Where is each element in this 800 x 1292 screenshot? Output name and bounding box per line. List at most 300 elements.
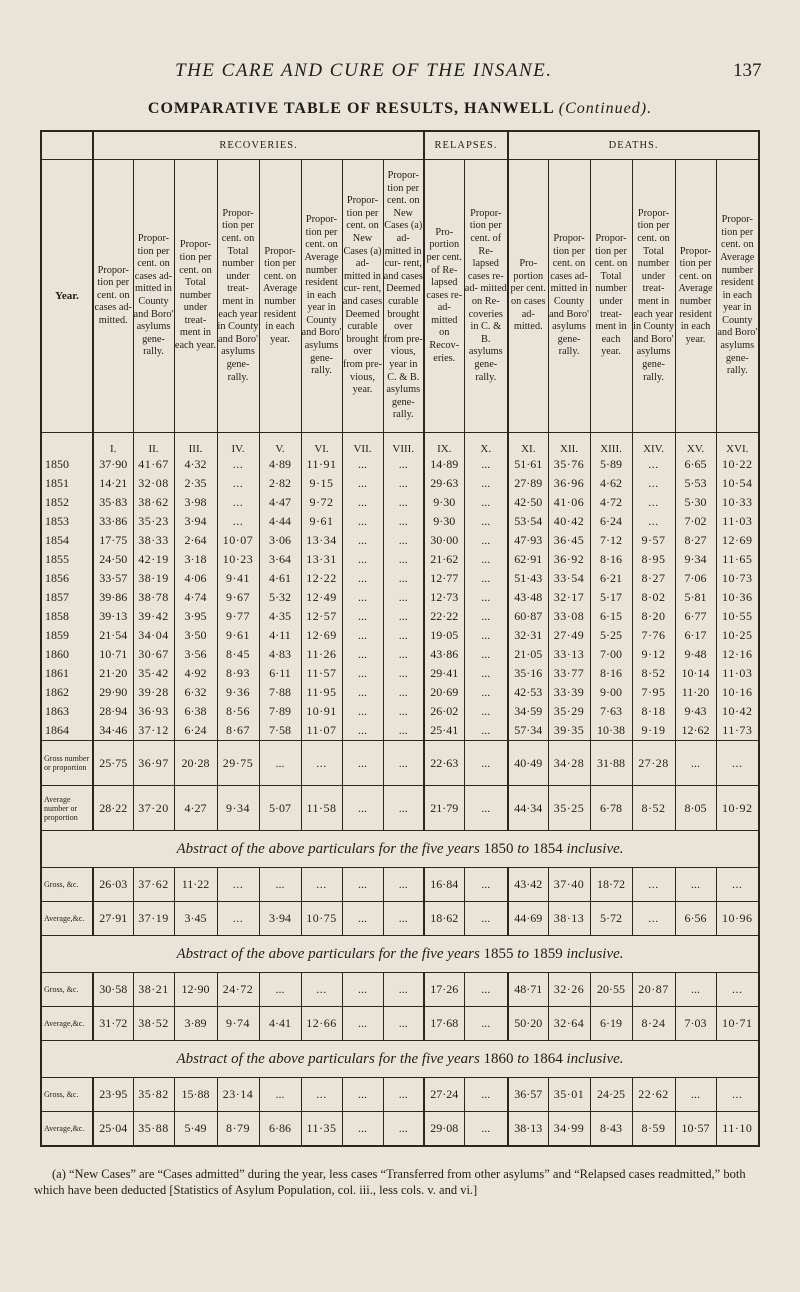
- value-cell: 9·30: [424, 512, 464, 531]
- value-cell: 4·72: [590, 493, 632, 512]
- value-cell: 6·65: [675, 455, 716, 474]
- value-cell: 4·92: [174, 664, 217, 683]
- value-cell: ...: [383, 512, 424, 531]
- column-head-12: Propor- tion per cent. on cases ad- mitted in County and Boro' asylums gene- rally.: [548, 160, 590, 433]
- group-deaths: DEATHS.: [508, 131, 759, 160]
- abstract-heading-row: [41, 936, 759, 973]
- value-cell: ...: [342, 1007, 383, 1041]
- value-cell: ...: [342, 1112, 383, 1147]
- column-number: VII.: [342, 433, 383, 456]
- value-cell: ...: [217, 474, 259, 493]
- value-cell: 11·57: [301, 664, 342, 683]
- value-cell: 34·46: [93, 721, 133, 741]
- value-cell: ...: [217, 493, 259, 512]
- column-head-10: Propor- tion per cent. of Re- lapsed cases re-ad- mitted on Re- coveries in C. & B. asylums gene- rally.: [464, 160, 508, 433]
- abstract-heading-y1: 1855: [483, 945, 514, 962]
- year-cell: 1859: [41, 626, 93, 645]
- column-head-3: Propor- tion per cent. on Total number under treat- ment in each year.: [174, 160, 217, 433]
- value-cell: ...: [383, 683, 424, 702]
- value-cell: 43·42: [508, 868, 548, 902]
- value-cell: ...: [301, 973, 342, 1007]
- abstract-heading-y2: 1864: [532, 1050, 563, 1067]
- value-cell: ...: [342, 741, 383, 786]
- value-cell: 43·86: [424, 645, 464, 664]
- value-cell: 19·05: [424, 626, 464, 645]
- value-cell: 26·03: [93, 868, 133, 902]
- value-cell: ...: [383, 588, 424, 607]
- table-title-suffix: (Continued).: [558, 100, 653, 117]
- value-cell: 31·88: [590, 741, 632, 786]
- value-cell: ...: [464, 902, 508, 936]
- value-cell: 32·17: [548, 588, 590, 607]
- value-cell: 3·94: [174, 512, 217, 531]
- value-cell: 43·48: [508, 588, 548, 607]
- value-cell: ...: [675, 1078, 716, 1112]
- value-cell: ...: [259, 973, 301, 1007]
- value-cell: 12·73: [424, 588, 464, 607]
- value-cell: ...: [383, 702, 424, 721]
- table-title: [0, 100, 800, 118]
- value-cell: 4·06: [174, 569, 217, 588]
- group-recoveries: RECOVERIES.: [93, 131, 424, 160]
- value-cell: 5·81: [675, 588, 716, 607]
- value-cell: 2·64: [174, 531, 217, 550]
- value-cell: 35·76: [548, 455, 590, 474]
- value-cell: 10·33: [716, 493, 759, 512]
- value-cell: 18·62: [424, 902, 464, 936]
- column-head-5: Propor- tion per cent. on Average number resident in each year.: [259, 160, 301, 433]
- abstract-heading-pre: Abstract of the above particulars for the five years: [176, 945, 484, 962]
- value-cell: ...: [632, 512, 675, 531]
- value-cell: 20·55: [590, 973, 632, 1007]
- value-cell: 9·00: [590, 683, 632, 702]
- column-head-1: Propor- tion per cent. on cases ad- mitted.: [93, 160, 133, 433]
- value-cell: ...: [675, 973, 716, 1007]
- value-cell: 37·19: [133, 902, 174, 936]
- value-cell: ...: [464, 607, 508, 626]
- value-cell: ...: [342, 721, 383, 741]
- value-cell: 38·78: [133, 588, 174, 607]
- column-number: VI.: [301, 433, 342, 456]
- value-cell: 9·12: [632, 645, 675, 664]
- value-cell: 8·16: [590, 550, 632, 569]
- value-cell: 39·13: [93, 607, 133, 626]
- value-cell: 12·77: [424, 569, 464, 588]
- value-cell: 35·25: [548, 786, 590, 831]
- value-cell: 6·78: [590, 786, 632, 831]
- value-cell: ...: [464, 741, 508, 786]
- value-cell: ...: [464, 455, 508, 474]
- value-cell: 35·23: [133, 512, 174, 531]
- value-cell: ...: [217, 868, 259, 902]
- value-cell: 12·69: [301, 626, 342, 645]
- value-cell: 8·24: [632, 1007, 675, 1041]
- value-cell: 2·35: [174, 474, 217, 493]
- column-number: I.: [93, 433, 133, 456]
- value-cell: ...: [464, 512, 508, 531]
- value-cell: 4·61: [259, 569, 301, 588]
- value-cell: ...: [342, 902, 383, 936]
- value-cell: 10·96: [716, 902, 759, 936]
- abstract-gross-row: [41, 973, 759, 1007]
- value-cell: 6·19: [590, 1007, 632, 1041]
- value-cell: 4·32: [174, 455, 217, 474]
- column-number: XVI.: [716, 433, 759, 456]
- value-cell: 33·54: [548, 569, 590, 588]
- column-number: V.: [259, 433, 301, 456]
- value-cell: 12·69: [716, 531, 759, 550]
- value-cell: ...: [383, 1007, 424, 1041]
- column-head-13: Propor- tion per cent. on Total number under treat- ment in each year.: [590, 160, 632, 433]
- table-row: [41, 512, 759, 531]
- value-cell: 14·89: [424, 455, 464, 474]
- abstract-average-row: [41, 1007, 759, 1041]
- value-cell: ...: [342, 786, 383, 831]
- value-cell: 29·90: [93, 683, 133, 702]
- value-cell: 3·06: [259, 531, 301, 550]
- value-cell: ...: [342, 512, 383, 531]
- running-title: THE CARE AND CURE OF THE INSANE.: [175, 60, 553, 81]
- table-title-text: COMPARATIVE TABLE OF RESULTS, HANWELL: [147, 100, 554, 117]
- value-cell: 33·57: [93, 569, 133, 588]
- value-cell: ...: [259, 868, 301, 902]
- value-cell: ...: [464, 550, 508, 569]
- value-cell: ...: [464, 645, 508, 664]
- value-cell: 4·83: [259, 645, 301, 664]
- year-cell: 1861: [41, 664, 93, 683]
- value-cell: 20·87: [632, 973, 675, 1007]
- value-cell: 35·16: [508, 664, 548, 683]
- value-cell: 26·02: [424, 702, 464, 721]
- column-number: II.: [133, 433, 174, 456]
- value-cell: 17·75: [93, 531, 133, 550]
- value-cell: 22·62: [632, 1078, 675, 1112]
- value-cell: 37·12: [133, 721, 174, 741]
- value-cell: ...: [217, 512, 259, 531]
- value-cell: 10·14: [675, 664, 716, 683]
- table-row: [41, 455, 759, 474]
- value-cell: 31·72: [93, 1007, 133, 1041]
- running-head: [0, 60, 800, 84]
- value-cell: ...: [383, 741, 424, 786]
- value-cell: 3·18: [174, 550, 217, 569]
- year-cell: 1852: [41, 493, 93, 512]
- average-row-label: Average number or proportion: [41, 786, 93, 831]
- value-cell: 28·22: [93, 786, 133, 831]
- value-cell: 7·03: [675, 1007, 716, 1041]
- value-cell: 8·45: [217, 645, 259, 664]
- value-cell: 6·77: [675, 607, 716, 626]
- value-cell: ...: [716, 1078, 759, 1112]
- table-row: [41, 626, 759, 645]
- value-cell: 4·44: [259, 512, 301, 531]
- value-cell: ...: [259, 741, 301, 786]
- value-cell: ...: [675, 868, 716, 902]
- value-cell: ...: [383, 569, 424, 588]
- value-cell: 24·72: [217, 973, 259, 1007]
- year-cell: 1860: [41, 645, 93, 664]
- value-cell: 39·28: [133, 683, 174, 702]
- value-cell: 17·68: [424, 1007, 464, 1041]
- value-cell: 9·36: [217, 683, 259, 702]
- value-cell: 12·62: [675, 721, 716, 741]
- value-cell: 11·91: [301, 455, 342, 474]
- value-cell: 6·24: [590, 512, 632, 531]
- value-cell: 10·54: [716, 474, 759, 493]
- value-cell: 44·34: [508, 786, 548, 831]
- value-cell: ...: [383, 531, 424, 550]
- value-cell: 7·02: [675, 512, 716, 531]
- value-cell: 36·92: [548, 550, 590, 569]
- value-cell: 15·88: [174, 1078, 217, 1112]
- value-cell: ...: [464, 1112, 508, 1147]
- value-cell: 48·71: [508, 973, 548, 1007]
- footnote: (a) “New Cases” are “Cases admitted” during the year, less cases “Transferred from other asylums” and “Relapsed cases readmitted,” both which have been deducted [Statistics of Asylum Population, col. iii., less cols. v. and vi.]: [34, 1167, 746, 1197]
- column-number: XIII.: [590, 433, 632, 456]
- table-row: [41, 645, 759, 664]
- value-cell: 11·65: [716, 550, 759, 569]
- table-row: [41, 721, 759, 741]
- value-cell: ...: [464, 702, 508, 721]
- value-cell: 8·95: [632, 550, 675, 569]
- value-cell: 4·74: [174, 588, 217, 607]
- column-number: IX.: [424, 433, 464, 456]
- value-cell: 3·98: [174, 493, 217, 512]
- value-cell: ...: [342, 645, 383, 664]
- value-cell: 10·71: [93, 645, 133, 664]
- value-cell: 10·91: [301, 702, 342, 721]
- value-cell: 4·35: [259, 607, 301, 626]
- abstract-heading-y2: 1859: [532, 945, 563, 962]
- value-cell: 11·22: [174, 868, 217, 902]
- value-cell: ...: [383, 902, 424, 936]
- value-cell: 21·20: [93, 664, 133, 683]
- value-cell: 6·11: [259, 664, 301, 683]
- year-heading: Year.: [41, 160, 93, 433]
- value-cell: 4·47: [259, 493, 301, 512]
- value-cell: 36·93: [133, 702, 174, 721]
- value-cell: 40·42: [548, 512, 590, 531]
- value-cell: 38·21: [133, 973, 174, 1007]
- abstract-heading-y2: 1854: [532, 840, 563, 857]
- column-head-8: Propor- tion per cent. on New Cases (a) ad- mitted in cur- rent, and cases Deemed curable brought over from pre- vious, year in C. & B. asylums gene- rally.: [383, 160, 424, 433]
- abstract-heading-post: inclusive.: [562, 945, 624, 962]
- value-cell: 17·26: [424, 973, 464, 1007]
- value-cell: ...: [342, 569, 383, 588]
- value-cell: ...: [464, 1078, 508, 1112]
- value-cell: ...: [464, 786, 508, 831]
- value-cell: 10·71: [716, 1007, 759, 1041]
- abstract-heading-mid: to: [513, 1050, 533, 1067]
- value-cell: 36·45: [548, 531, 590, 550]
- table-row: [41, 569, 759, 588]
- value-cell: 37·90: [93, 455, 133, 474]
- value-cell: 57·34: [508, 721, 548, 741]
- value-cell: 9·72: [301, 493, 342, 512]
- value-cell: ...: [383, 973, 424, 1007]
- value-cell: ...: [342, 973, 383, 1007]
- table-row: [41, 588, 759, 607]
- value-cell: ...: [464, 1007, 508, 1041]
- value-cell: ...: [464, 493, 508, 512]
- value-cell: 6·56: [675, 902, 716, 936]
- value-cell: 5·53: [675, 474, 716, 493]
- value-cell: 11·95: [301, 683, 342, 702]
- value-cell: 5·49: [174, 1112, 217, 1147]
- value-cell: ...: [383, 786, 424, 831]
- value-cell: 10·07: [217, 531, 259, 550]
- value-cell: 7·95: [632, 683, 675, 702]
- value-cell: 27·28: [632, 741, 675, 786]
- value-cell: 6·38: [174, 702, 217, 721]
- value-cell: ...: [383, 455, 424, 474]
- value-cell: 8·18: [632, 702, 675, 721]
- value-cell: 3·89: [174, 1007, 217, 1041]
- value-cell: 44·69: [508, 902, 548, 936]
- value-cell: 8·79: [217, 1112, 259, 1147]
- value-cell: ...: [383, 626, 424, 645]
- column-header-row: [41, 160, 759, 433]
- value-cell: 24·50: [93, 550, 133, 569]
- abstract-gross-row-label: Gross, &c.: [41, 973, 93, 1007]
- value-cell: 29·75: [217, 741, 259, 786]
- value-cell: ...: [342, 474, 383, 493]
- value-cell: 35·82: [133, 1078, 174, 1112]
- value-cell: 16·84: [424, 868, 464, 902]
- value-cell: 10·92: [716, 786, 759, 831]
- value-cell: ...: [301, 868, 342, 902]
- value-cell: 24·25: [590, 1078, 632, 1112]
- value-cell: 11·20: [675, 683, 716, 702]
- value-cell: 38·13: [508, 1112, 548, 1147]
- value-cell: 6·86: [259, 1112, 301, 1147]
- value-cell: 8·05: [675, 786, 716, 831]
- year-cell: 1864: [41, 721, 93, 741]
- value-cell: 7·63: [590, 702, 632, 721]
- value-cell: 38·33: [133, 531, 174, 550]
- abstract-heading-mid: to: [513, 945, 533, 962]
- value-cell: 6·15: [590, 607, 632, 626]
- value-cell: 18·72: [590, 868, 632, 902]
- column-head-7: Propor- tion per cent. on New Cases (a) ad- mitted in cur- rent, and cases Deemed curable brought over from pre- vious, year.: [342, 160, 383, 433]
- value-cell: ...: [716, 973, 759, 1007]
- group-header-row: [41, 131, 759, 160]
- value-cell: ...: [383, 721, 424, 741]
- value-cell: ...: [383, 474, 424, 493]
- value-cell: 6·21: [590, 569, 632, 588]
- value-cell: 9·61: [301, 512, 342, 531]
- abstract-gross-row-label: Gross, &c.: [41, 868, 93, 902]
- value-cell: 33·77: [548, 664, 590, 683]
- value-cell: 21·79: [424, 786, 464, 831]
- value-cell: ...: [632, 493, 675, 512]
- value-cell: 7·89: [259, 702, 301, 721]
- value-cell: 38·19: [133, 569, 174, 588]
- value-cell: 7·06: [675, 569, 716, 588]
- value-cell: ...: [675, 741, 716, 786]
- column-number: IV.: [217, 433, 259, 456]
- value-cell: ...: [383, 664, 424, 683]
- value-cell: 51·61: [508, 455, 548, 474]
- value-cell: 7·00: [590, 645, 632, 664]
- value-cell: 25·75: [93, 741, 133, 786]
- value-cell: ...: [464, 626, 508, 645]
- roman-numeral-row: [41, 433, 759, 456]
- year-cell: 1850: [41, 455, 93, 474]
- value-cell: 9·34: [675, 550, 716, 569]
- value-cell: 39·86: [93, 588, 133, 607]
- value-cell: ...: [342, 868, 383, 902]
- abstract-average-row: [41, 1112, 759, 1147]
- table-row: [41, 474, 759, 493]
- value-cell: 9·43: [675, 702, 716, 721]
- value-cell: 35·88: [133, 1112, 174, 1147]
- value-cell: 8·56: [217, 702, 259, 721]
- value-cell: 32·08: [133, 474, 174, 493]
- value-cell: 9·34: [217, 786, 259, 831]
- value-cell: 11·26: [301, 645, 342, 664]
- value-cell: 5·72: [590, 902, 632, 936]
- year-group-cell: [41, 131, 93, 160]
- value-cell: 11·10: [716, 1112, 759, 1147]
- value-cell: 22·22: [424, 607, 464, 626]
- value-cell: ...: [301, 1078, 342, 1112]
- value-cell: 9·48: [675, 645, 716, 664]
- value-cell: 3·45: [174, 902, 217, 936]
- value-cell: ...: [342, 455, 383, 474]
- value-cell: 28·94: [93, 702, 133, 721]
- value-cell: 4·11: [259, 626, 301, 645]
- value-cell: 29·08: [424, 1112, 464, 1147]
- value-cell: 4·41: [259, 1007, 301, 1041]
- column-head-14: Propor- tion per cent. on Total number under treat- ment in each year in County and Boro' asylums gene- rally.: [632, 160, 675, 433]
- value-cell: 30·67: [133, 645, 174, 664]
- value-cell: 21·62: [424, 550, 464, 569]
- value-cell: 12·66: [301, 1007, 342, 1041]
- value-cell: ...: [464, 868, 508, 902]
- year-cell: 1851: [41, 474, 93, 493]
- value-cell: ...: [217, 902, 259, 936]
- value-cell: 5·89: [590, 455, 632, 474]
- value-cell: 3·94: [259, 902, 301, 936]
- value-cell: 9·67: [217, 588, 259, 607]
- value-cell: 38·13: [548, 902, 590, 936]
- value-cell: ...: [217, 455, 259, 474]
- abstract-gross-row: [41, 1078, 759, 1112]
- value-cell: 8·16: [590, 664, 632, 683]
- column-head-16: Propor- tion per cent. on Average number resident in each year in County and Boro' asylums gene- rally.: [716, 160, 759, 433]
- value-cell: 3·95: [174, 607, 217, 626]
- value-cell: ...: [464, 588, 508, 607]
- value-cell: 47·93: [508, 531, 548, 550]
- value-cell: 11·58: [301, 786, 342, 831]
- value-cell: 50·20: [508, 1007, 548, 1041]
- abstract-heading-post: inclusive.: [562, 840, 624, 857]
- gross-row: [41, 741, 759, 786]
- value-cell: 9·41: [217, 569, 259, 588]
- value-cell: ...: [342, 588, 383, 607]
- value-cell: 62·91: [508, 550, 548, 569]
- value-cell: 10·22: [716, 455, 759, 474]
- column-number: XI.: [508, 433, 548, 456]
- value-cell: 8·27: [632, 569, 675, 588]
- column-head-2: Propor- tion per cent. on cases ad- mitted in County and Boro' asylums gene- rally.: [133, 160, 174, 433]
- abstract-heading-y1: 1860: [483, 1050, 514, 1067]
- value-cell: 38·52: [133, 1007, 174, 1041]
- value-cell: ...: [342, 702, 383, 721]
- value-cell: 32·64: [548, 1007, 590, 1041]
- value-cell: ...: [383, 868, 424, 902]
